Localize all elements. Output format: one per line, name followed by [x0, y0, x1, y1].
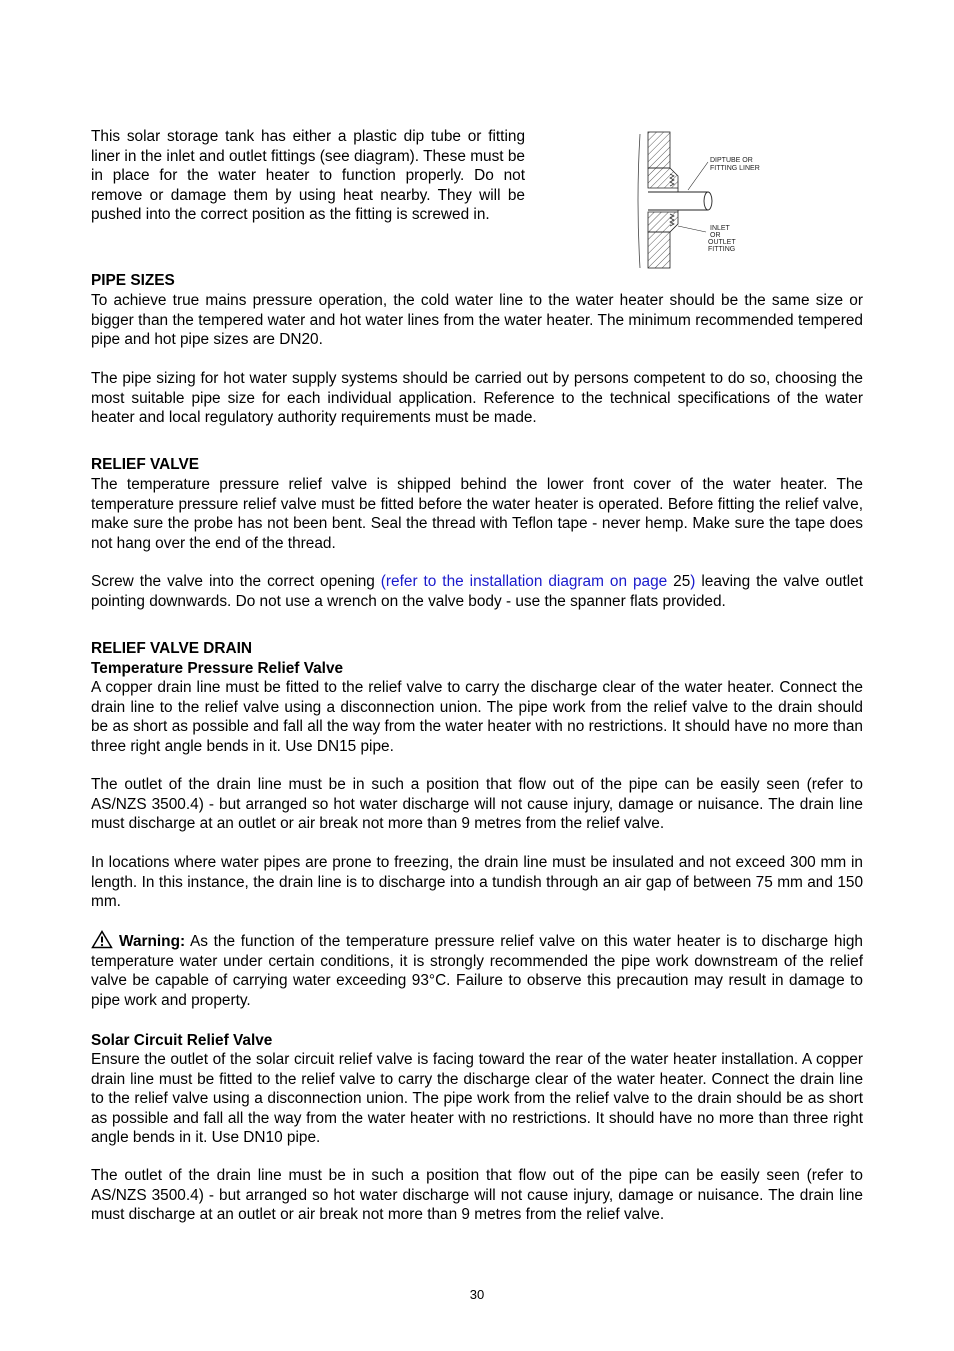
warning-triangle-icon [91, 930, 113, 949]
page-number: 30 [469, 1287, 485, 1302]
solar-circuit-para-1: Ensure the outlet of the solar circuit relief valve is facing toward the rear of the water heater installation. A copper drain line must be fitted to the relief valve to carry the discharge clear of the water heater. Connect the drain line to the relief valve using a disconnection union. The pipe work from the relief valve to the drain should be as short as possible and fall all the way from the water heater with no restrictions. It should have no more than three right angle bends in it. Use DN10 pipe. [91, 1051, 863, 1146]
solar-circuit-subheading: Solar Circuit Relief Valve [91, 1032, 273, 1049]
solar-circuit-para-2: The outlet of the drain line must be in such a position that flow out of the pipe can be easily seen (refer to AS/NZS 3500.4) - but arranged so hot water discharge will not cause injury, damage or nuisance. The drain line must discharge at an outlet or air break not more than 9 metres from the relief valve. [91, 1167, 863, 1223]
drain-para-3: In locations where water pipes are prone to freezing, the drain line must be insulated and not exceed 300 mm in length. In this instance, the drain line is to discharge into a tundish through an air gap of between 75 mm and 150 mm. [91, 854, 863, 910]
diagram-label-inlet: INLET [710, 225, 730, 232]
tpr-valve-subheading: Temperature Pressure Relief Valve [91, 660, 344, 677]
relief-valve-para-1: The temperature pressure relief valve is shipped behind the lower front cover of the water heater. The temperature pressure relief valve must be fitted before the water heater is operated. Before fitting the relief valve, make sure the probe has not been bent. Seal the thread with Teflon tape - never hemp. Make sure the tape does not hang over the end of the thread. [91, 476, 863, 552]
upper-fitting-hatch [648, 168, 678, 188]
upper-wall-hatch [648, 132, 670, 168]
intro-paragraph: This solar storage tank has either a plastic dip tube or fitting liner in the inlet and outlet fittings (see diagram). These must be in place for the water heater to function properly. Do not remove or damage them by using heat nearby. They will be pushed into the correct position as the fitting is screwed in. [91, 128, 525, 223]
warning-paragraph: Warning: As the function of the temperature pressure relief valve on this water heater is to discharge high temperature water under certain conditions, it is strongly recommended the pipe work downstream of the relief valve be capable of carrying water exceeding 93°C. Failure to observe this precaution may result in damage to pipe work and property. [91, 930, 863, 1010]
diagram-label-outlet: OUTLET [708, 239, 736, 246]
pipe-sizes-para-2: The pipe sizing for hot water supply systems should be carried out by persons competent to do so, choosing the most suitable pipe size for each individual application. Reference to the technical specifications of the water heater and local regulatory authority requirements must be made. [91, 370, 863, 426]
diagram-label-fitting: FITTING [708, 246, 736, 253]
diagram-label-diptube: DIPTUBE OR [710, 157, 753, 164]
diagram-label-or: OR [710, 232, 721, 239]
relief-valve-para-2: Screw the valve into the correct opening (refer to the installation diagram on page 25) leaving the valve outlet pointing downwards. Do not use a wrench on the valve body - use the spanner flats provided. [91, 573, 863, 610]
warning-label: Warning: [119, 933, 186, 950]
lower-fitting-hatch [648, 212, 678, 232]
pipe-sizes-heading: PIPE SIZES [91, 272, 175, 289]
relief-valve-heading: RELIEF VALVE [91, 456, 200, 473]
fitting-diagram [630, 130, 780, 272]
pipe-sizes-para-1: To achieve true mains pressure operation, the cold water line to the water heater should be the same size or bigger than the tempered water and hot water lines from the water heater. The minimum recommended tempered pipe and hot pipe sizes are DN20. [91, 292, 863, 348]
relief-valve-drain-heading: RELIEF VALVE DRAIN [91, 640, 253, 657]
drain-para-1: A copper drain line must be fitted to the relief valve to carry the discharge clear of the water heater. Connect the drain line to the relief valve using a disconnection union. The pipe work from the relief valve to the drain should be as short as possible and fall all the way from the water heater with no restrictions. It should have no more than three right angle bends in it. Use DN15 pipe. [91, 679, 863, 755]
diagram-label-fitting-liner: FITTING LINER [710, 165, 760, 172]
lower-wall-hatch [648, 232, 670, 268]
installation-diagram-link[interactable]: (refer to the installation diagram on page [380, 573, 674, 590]
drain-para-2: The outlet of the drain line must be in such a position that flow out of the pipe can be easily seen (refer to AS/NZS 3500.4) - but arranged so hot water discharge will not cause injury, damage or nuisance. The drain line must discharge at an outlet or air break not more than 9 metres from the relief valve. [91, 776, 863, 832]
